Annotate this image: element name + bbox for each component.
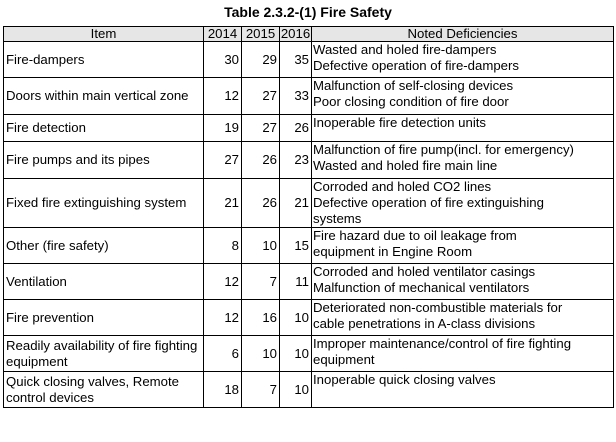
row-count-2015: 7 (242, 264, 280, 300)
deficiency-line: cable penetrations in A-class divisions (313, 316, 536, 331)
row-count-2014: 12 (204, 300, 242, 336)
row-count-2016: 10 (280, 336, 312, 372)
row-count-2015: 26 (242, 142, 280, 179)
row-deficiencies (312, 115, 614, 142)
row-count-2014: 19 (204, 115, 242, 142)
deficiency-line: Inoperable quick closing valves (313, 372, 496, 387)
row-count-2015: 27 (242, 115, 280, 142)
deficiency-line: Wasted and holed fire main line (313, 158, 498, 173)
header-2014: 2014 (204, 27, 242, 42)
deficiency-line: Malfunction of self-closing devices (313, 78, 514, 93)
header-row (4, 27, 614, 42)
deficiency-line: Malfunction of fire pump(incl. for emergency) (313, 142, 574, 157)
header-item: Item (4, 27, 204, 42)
deficiency-line: Defective operation of fire extinguishing (313, 195, 544, 210)
row-count-2016: 15 (280, 228, 312, 264)
row-count-2014: 12 (204, 264, 242, 300)
row-count-2014: 6 (204, 336, 242, 372)
row-item: Fire-dampers (4, 42, 204, 78)
row-count-2014: 18 (204, 372, 242, 408)
deficiency-line: Corroded and holed ventilator casings (313, 264, 536, 279)
row-deficiencies (312, 372, 614, 408)
deficiency-line: Defective operation of fire-dampers (313, 58, 519, 73)
row-item: Fire prevention (4, 300, 204, 336)
row-item: Ventilation (4, 264, 204, 300)
table-row (4, 42, 614, 78)
row-count-2015: 10 (242, 228, 280, 264)
deficiency-line: Improper maintenance/control of fire fighting (313, 336, 572, 351)
deficiency-line: equipment (313, 352, 375, 367)
row-count-2014: 8 (204, 228, 242, 264)
row-deficiencies (312, 336, 614, 372)
deficiency-line: Inoperable fire detection units (313, 115, 487, 130)
table-row (4, 115, 614, 142)
row-deficiencies (312, 264, 614, 300)
table-title: Table 2.3.2-(1) Fire Safety (224, 4, 392, 20)
table-row (4, 372, 614, 408)
row-deficiencies (312, 179, 614, 228)
row-count-2014: 27 (204, 142, 242, 179)
header-2015: 2015 (242, 27, 280, 42)
table-body (4, 42, 614, 408)
fire-safety-table (3, 26, 614, 408)
row-count-2014: 30 (204, 42, 242, 78)
row-item: Readily availability of fire fighting equipment (4, 336, 204, 372)
header-noted-deficiencies: Noted Deficiencies (312, 27, 614, 42)
deficiency-line: Corroded and holed CO2 lines (313, 179, 492, 194)
deficiency-line: Fire hazard due to oil leakage from (313, 228, 517, 243)
row-item: Doors within main vertical zone (4, 78, 204, 115)
row-count-2014: 12 (204, 78, 242, 115)
header-2016: 2016 (280, 26, 311, 41)
row-item: Other (fire safety) (4, 228, 204, 264)
row-count-2016: 11 (280, 264, 312, 300)
row-deficiencies (312, 300, 614, 336)
row-count-2016: 26 (280, 115, 312, 142)
row-count-2015: 10 (242, 336, 280, 372)
row-deficiencies (312, 42, 614, 78)
row-count-2016: 33 (280, 78, 312, 115)
deficiency-line: Poor closing condition of fire door (313, 94, 509, 109)
row-item: Fixed fire extinguishing system (4, 179, 204, 228)
table-row (4, 336, 614, 372)
deficiency-line: Malfunction of mechanical ventilators (313, 280, 530, 295)
row-count-2016: 21 (280, 179, 312, 228)
row-count-2015: 29 (242, 42, 280, 78)
deficiency-line: Wasted and holed fire-dampers (313, 42, 497, 57)
row-count-2016: 10 (280, 372, 312, 408)
row-deficiencies (312, 228, 614, 264)
row-item: Fire detection (4, 115, 204, 142)
table-row (4, 264, 614, 300)
table-row (4, 300, 614, 336)
row-count-2015: 7 (242, 372, 280, 408)
row-count-2016: 10 (280, 300, 312, 336)
deficiency-line: systems (313, 211, 362, 226)
row-deficiencies (312, 78, 614, 115)
row-count-2015: 26 (242, 179, 280, 228)
row-deficiencies (312, 142, 614, 179)
deficiency-line: equipment in Engine Room (313, 244, 473, 259)
row-count-2016: 23 (280, 142, 312, 179)
deficiency-line: Deteriorated non-combustible materials for (313, 300, 563, 315)
table-row (4, 78, 614, 115)
row-count-2015: 16 (242, 300, 280, 336)
row-item: Quick closing valves, Remote control devices (4, 372, 204, 408)
table-row (4, 228, 614, 264)
row-item: Fire pumps and its pipes (4, 142, 204, 179)
row-count-2016: 35 (280, 42, 312, 78)
table-row (4, 142, 614, 179)
table-row (4, 179, 614, 228)
row-count-2014: 21 (204, 179, 242, 228)
row-count-2015: 27 (242, 78, 280, 115)
